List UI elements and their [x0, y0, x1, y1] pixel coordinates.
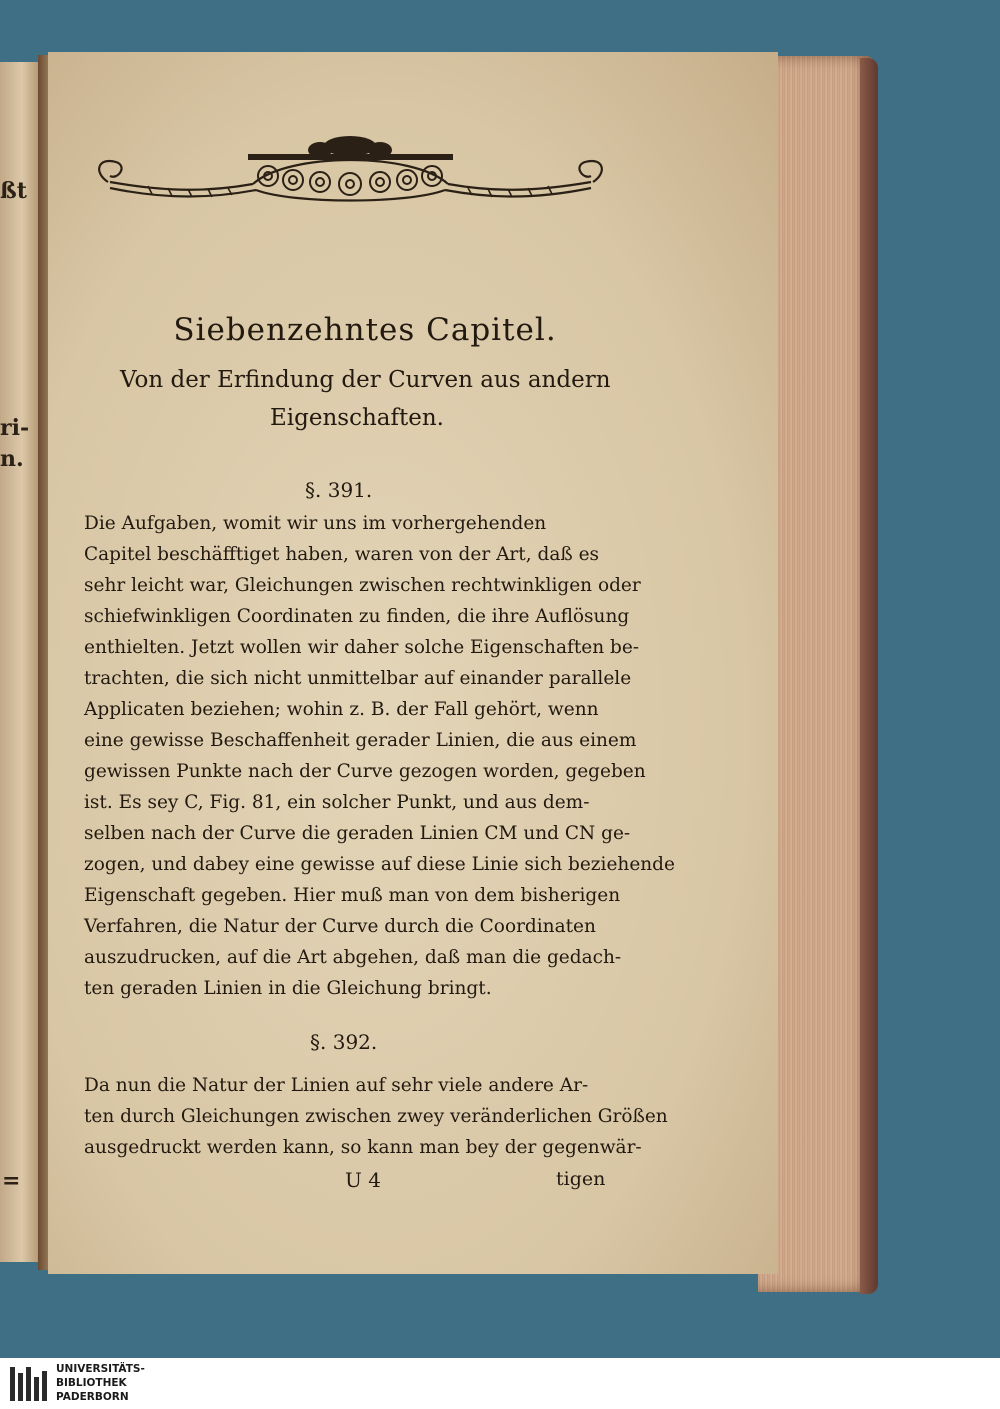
- body-text-line: selben nach der Curve die geraden Linien CM und CN ge-: [84, 823, 631, 844]
- chapter-subheading: Von der Erfindung der Curven aus andern: [120, 367, 611, 393]
- body-text-line: trachten, die sich nicht unmittelbar auf einander parallele: [84, 668, 632, 689]
- margin-fragment: n.: [0, 446, 24, 472]
- body-text-line: ten geraden Linien in die Gleichung bringt.: [84, 978, 492, 999]
- body-text-line: Capitel beschäfftiget haben, waren von der Art, daß es: [84, 544, 600, 565]
- body-text-line: ten durch Gleichungen zwischen zwey veränderlichen Größen: [84, 1106, 668, 1127]
- body-text-line: enthielten. Jetzt wollen wir daher solche Eigenschaften be-: [84, 637, 640, 658]
- margin-fragment: ßt: [0, 178, 27, 204]
- section-number: §. 391.: [305, 478, 373, 502]
- library-footer: [0, 1358, 1000, 1409]
- library-name-line: BIBLIOTHEK: [56, 1377, 127, 1389]
- body-text-line: Applicaten beziehen; wohin z. B. der Fall gehört, wenn: [84, 699, 599, 720]
- library-name-line: PADERBORN: [56, 1391, 129, 1403]
- body-text-line: eine gewisse Beschaffenheit gerader Linien, die aus einem: [84, 730, 637, 751]
- section-number: §. 392.: [310, 1030, 378, 1054]
- body-text-line: gewissen Punkte nach der Curve gezogen worden, gegeben: [84, 761, 646, 782]
- body-text-line: Die Aufgaben, womit wir uns im vorhergehenden: [84, 513, 547, 534]
- body-text-line: schiefwinkligen Coordinaten zu finden, die ihre Auflösung: [84, 606, 630, 627]
- body-text-line: sehr leicht war, Gleichungen zwischen rechtwinkligen oder: [84, 575, 641, 596]
- body-text-line: zogen, und dabey eine gewisse auf diese Linie sich beziehende: [84, 854, 675, 875]
- body-text-line: ist. Es sey C, Fig. 81, ein solcher Punkt, und aus dem-: [84, 792, 590, 813]
- chapter-heading: Siebenzehntes Capitel.: [173, 312, 557, 348]
- body-text-line: Eigenschaft gegeben. Hier muß man von dem bisherigen: [84, 885, 621, 906]
- body-text-line: Verfahren, die Natur der Curve durch die Coordinaten: [84, 916, 596, 937]
- body-text-line: Da nun die Natur der Linien auf sehr viele andere Ar-: [84, 1075, 589, 1096]
- library-name: [56, 1362, 216, 1404]
- body-text-line: ausgedruckt werden kann, so kann man bey der gegenwär-: [84, 1137, 642, 1158]
- floral-ribbon-vignette-icon: [88, 132, 613, 218]
- chapter-subheading: Eigenschaften.: [270, 405, 444, 431]
- university-library-logo-icon: [8, 1363, 50, 1405]
- signature-mark: U 4: [345, 1168, 381, 1192]
- library-name-line: UNIVERSITÄTS-: [56, 1363, 145, 1375]
- margin-fragment: ri-: [0, 415, 30, 441]
- book-cover-edge: [860, 58, 878, 1294]
- body-text-line: auszudrucken, auf die Art abgehen, daß man die gedach-: [84, 947, 622, 968]
- catchword: tigen: [556, 1168, 606, 1190]
- margin-fragment: =: [2, 1168, 21, 1194]
